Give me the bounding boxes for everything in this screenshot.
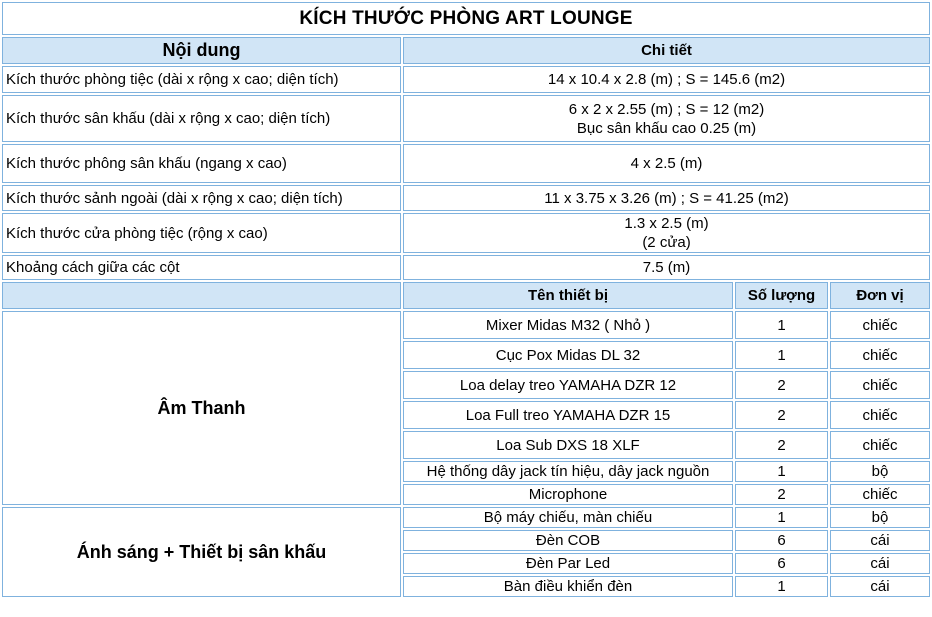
spec-value: 7.5 (m) bbox=[403, 255, 930, 280]
group-label-audio: Âm Thanh bbox=[2, 311, 401, 505]
equipment-name: Microphone bbox=[403, 484, 733, 505]
spec-value bbox=[403, 95, 930, 142]
equipment-header-qty: Số lượng bbox=[735, 282, 828, 309]
equipment-unit: chiếc bbox=[830, 401, 930, 429]
spec-label: Khoảng cách giữa các cột bbox=[2, 255, 401, 280]
equipment-unit: bộ bbox=[830, 461, 930, 482]
spec-value bbox=[403, 213, 930, 253]
spec-value: 4 x 2.5 (m) bbox=[403, 144, 930, 183]
spec-value-line: 6 x 2 x 2.55 (m) ; S = 12 (m2) bbox=[568, 100, 765, 118]
equipment-qty: 2 bbox=[735, 371, 828, 399]
spec-label: Kích thước phòng tiệc (dài x rộng x cao; diện tích) bbox=[2, 66, 401, 93]
equipment-unit: cái bbox=[830, 576, 930, 597]
equipment-qty: 6 bbox=[735, 530, 828, 551]
equipment-unit: chiếc bbox=[830, 484, 930, 505]
spec-value: 11 x 3.75 x 3.26 (m) ; S = 41.25 (m2) bbox=[403, 185, 930, 211]
spec-row bbox=[2, 66, 930, 93]
equipment-qty: 1 bbox=[735, 576, 828, 597]
equipment-qty: 1 bbox=[735, 507, 828, 528]
equipment-unit: chiếc bbox=[830, 431, 930, 459]
spec-value-line: 1.3 x 2.5 (m) bbox=[624, 215, 709, 232]
equipment-row bbox=[2, 311, 930, 339]
equipment-header-unit: Đơn vị bbox=[830, 282, 930, 309]
equipment-header-row bbox=[2, 282, 930, 309]
equipment-qty: 1 bbox=[735, 311, 828, 339]
spec-row bbox=[2, 95, 930, 142]
spec-row bbox=[2, 185, 930, 211]
title-row bbox=[2, 2, 930, 35]
equipment-unit: cái bbox=[830, 530, 930, 551]
equipment-name: Cục Pox Midas DL 32 bbox=[403, 341, 733, 369]
spec-row bbox=[2, 255, 930, 280]
header-row bbox=[2, 37, 930, 64]
equipment-unit: bộ bbox=[830, 507, 930, 528]
spec-label: Kích thước phông sân khấu (ngang x cao) bbox=[2, 144, 401, 183]
table-title: KÍCH THƯỚC PHÒNG ART LOUNGE bbox=[2, 2, 930, 35]
equipment-unit: cái bbox=[830, 553, 930, 574]
spec-label: Kích thước sân khấu (dài x rộng x cao; diện tích) bbox=[2, 95, 401, 142]
equipment-qty: 1 bbox=[735, 341, 828, 369]
equipment-row bbox=[2, 507, 930, 528]
equipment-name: Loa Sub DXS 18 XLF bbox=[403, 431, 733, 459]
spec-value: 14 x 10.4 x 2.8 (m) ; S = 145.6 (m2) bbox=[403, 66, 930, 93]
equipment-name: Đèn COB bbox=[403, 530, 733, 551]
spec-value-line: (2 cửa) bbox=[642, 234, 691, 251]
equipment-qty: 6 bbox=[735, 553, 828, 574]
equipment-name: Bàn điều khiển đèn bbox=[403, 576, 733, 597]
header-detail: Chi tiết bbox=[403, 37, 930, 64]
spec-label: Kích thước cửa phòng tiệc (rộng x cao) bbox=[2, 213, 401, 253]
spec-row bbox=[2, 144, 930, 183]
equipment-name: Loa delay treo YAMAHA DZR 12 bbox=[403, 371, 733, 399]
group-label-lighting: Ánh sáng + Thiết bị sân khấu bbox=[2, 507, 401, 597]
equipment-name: Hệ thống dây jack tín hiệu, dây jack nguồn bbox=[403, 461, 733, 482]
equipment-unit: chiếc bbox=[830, 371, 930, 399]
equipment-header-blank bbox=[2, 282, 401, 309]
spec-value-line: Bục sân khấu cao 0.25 (m) bbox=[576, 119, 757, 137]
equipment-qty: 2 bbox=[735, 401, 828, 429]
equipment-unit: chiếc bbox=[830, 341, 930, 369]
equipment-unit: chiếc bbox=[830, 311, 930, 339]
equipment-qty: 2 bbox=[735, 484, 828, 505]
equipment-qty: 1 bbox=[735, 461, 828, 482]
equipment-name: Loa Full treo YAMAHA DZR 15 bbox=[403, 401, 733, 429]
equipment-header-name: Tên thiết bị bbox=[403, 282, 733, 309]
equipment-qty: 2 bbox=[735, 431, 828, 459]
equipment-name: Bộ máy chiếu, màn chiếu bbox=[403, 507, 733, 528]
spec-label: Kích thước sảnh ngoài (dài x rộng x cao; diện tích) bbox=[2, 185, 401, 211]
header-content: Nội dung bbox=[2, 37, 401, 64]
equipment-name: Đèn Par Led bbox=[403, 553, 733, 574]
spec-row bbox=[2, 213, 930, 253]
equipment-name: Mixer Midas M32 ( Nhỏ ) bbox=[403, 311, 733, 339]
